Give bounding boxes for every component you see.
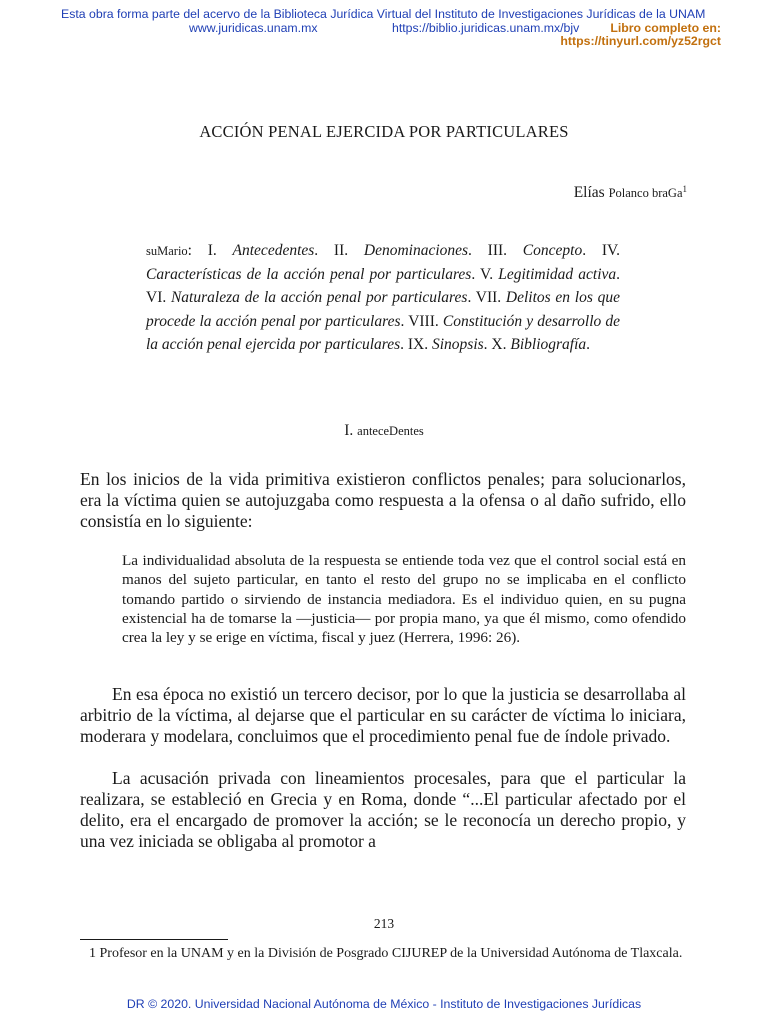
biblio-link[interactable]: https://biblio.juridicas.unam.mx/bjv [392, 21, 580, 35]
paragraph-3: La acusación privada con lineamientos procesales, para que el particular la realizara, se estableció en Grecia y en Roma, donde “...El particular afectado por el delito, era el encargado de promover la acción; se le reconocía un derecho propio, y una vez iniciada se obligaba al promotor a [80, 768, 686, 851]
summary-item-5-num: V. [480, 266, 494, 284]
paragraph-1: En los inicios de la vida primitiva existieron conflictos penales; para solucionarlos, era la víctima quien se autojuzgaba como respuesta a la ofensa o al daño sufrido, ello consistía en lo siguiente: [80, 469, 686, 531]
footnote: 1 Profesor en la UNAM y en la División de Posgrado CIJUREP de la Universidad Autónoma de Tlaxcala. [89, 946, 683, 961]
footnote-rule [80, 939, 228, 940]
summary-item-9: Sinopsis [431, 335, 484, 353]
summary-item-2: Denominaciones [363, 242, 469, 259]
section-number: I. [344, 422, 354, 439]
summary-item-3-num: III. [487, 242, 508, 259]
footnote-ref[interactable]: 1 [682, 184, 687, 194]
summary-item-5: Legitimidad activa [498, 266, 617, 284]
block-quote: La individualidad absoluta de la respuesta se entiende toda vez que el control social está en manos del sujeto particular, en tanto el resto del grupo no se implicaba en el conflicto tomando partido o sirviendo de instancia mediadora. Es el individuo quien, en su pugna existencial ha de tomarse la —justicia— por propia mano, ya que él mismo, como ofendido crea la ley y se erige en víctima, fiscal y juez (Herrera, 1996: 26). [122, 552, 686, 647]
summary-item-4: Características de la acción penal por particulares [146, 266, 472, 284]
summary-item-10-num: X. [491, 335, 507, 353]
site-link[interactable]: www.juridicas.unam.mx [189, 21, 318, 35]
summary-item-1-num: I. [207, 242, 217, 259]
summary-item-3: Concepto [522, 242, 583, 259]
summary-item-4-num: IV. [601, 242, 621, 259]
book-label: Libro completo en: [610, 21, 721, 35]
summary-item-8-num: VIII. [408, 312, 439, 330]
summary-item-2-num: II. [333, 242, 349, 259]
summary-item-6: Naturaleza de la acción penal por particulares [170, 289, 468, 307]
author-first-name: Elías [573, 184, 609, 201]
summary-item-1: Antecedentes [232, 242, 315, 259]
section-title: anteceDentes [357, 424, 424, 438]
summary-item-8: Constitución y desarrollo de la acción penal ejercida por particulares [146, 312, 620, 353]
article-title: ACCIÓN PENAL EJERCIDA POR PARTICULARES [199, 122, 569, 141]
summary-item-7: Delitos en los que procede la acción penal por particulares [146, 289, 620, 330]
summary: suMario: I. Antecedentes. II. Denominaciones. III. Concepto. IV. Características de la acción penal por particulares. V. Legitimidad activa. VI. Naturaleza de la acción penal por particulares. VII. Delitos en los que procede la acción penal por particulares. VIII. Constitución y desarrollo de la acción penal ejercida por particulares. IX. Sinopsis. X. Bibliografía. [146, 242, 621, 353]
library-notice: Esta obra forma parte del acervo de la Biblioteca Jurídica Virtual del Instituto de Investigaciones Jurídicas de la UNAM [61, 7, 706, 21]
summary-item-9-num: IX. [407, 335, 429, 353]
book-link[interactable]: https://tinyurl.com/yz52rgct [560, 34, 721, 48]
summary-item-10: Bibliografía [510, 335, 587, 353]
summary-item-6-num: VI. [146, 289, 167, 307]
author [574, 184, 687, 202]
summary-item-7-num: VII. [475, 289, 502, 307]
paragraph-2: En esa época no existió un tercero decisor, por lo que la justicia se desarrollaba al arbitrio de la víctima, al dejarse que el particular en su carácter de víctima lo iniciara, moderara y modelara, concluimos que el procedimiento penal fue de índole privado. [80, 684, 686, 746]
summary-label: suMario [146, 244, 188, 258]
page-number: 213 [373, 916, 395, 931]
author-last-name: Polanco braGa [608, 186, 683, 200]
section-heading [0, 422, 768, 440]
copyright-footer: DR © 2020. Universidad Nacional Autónoma de México - Instituto de Investigaciones Jurídicas [126, 997, 642, 1011]
